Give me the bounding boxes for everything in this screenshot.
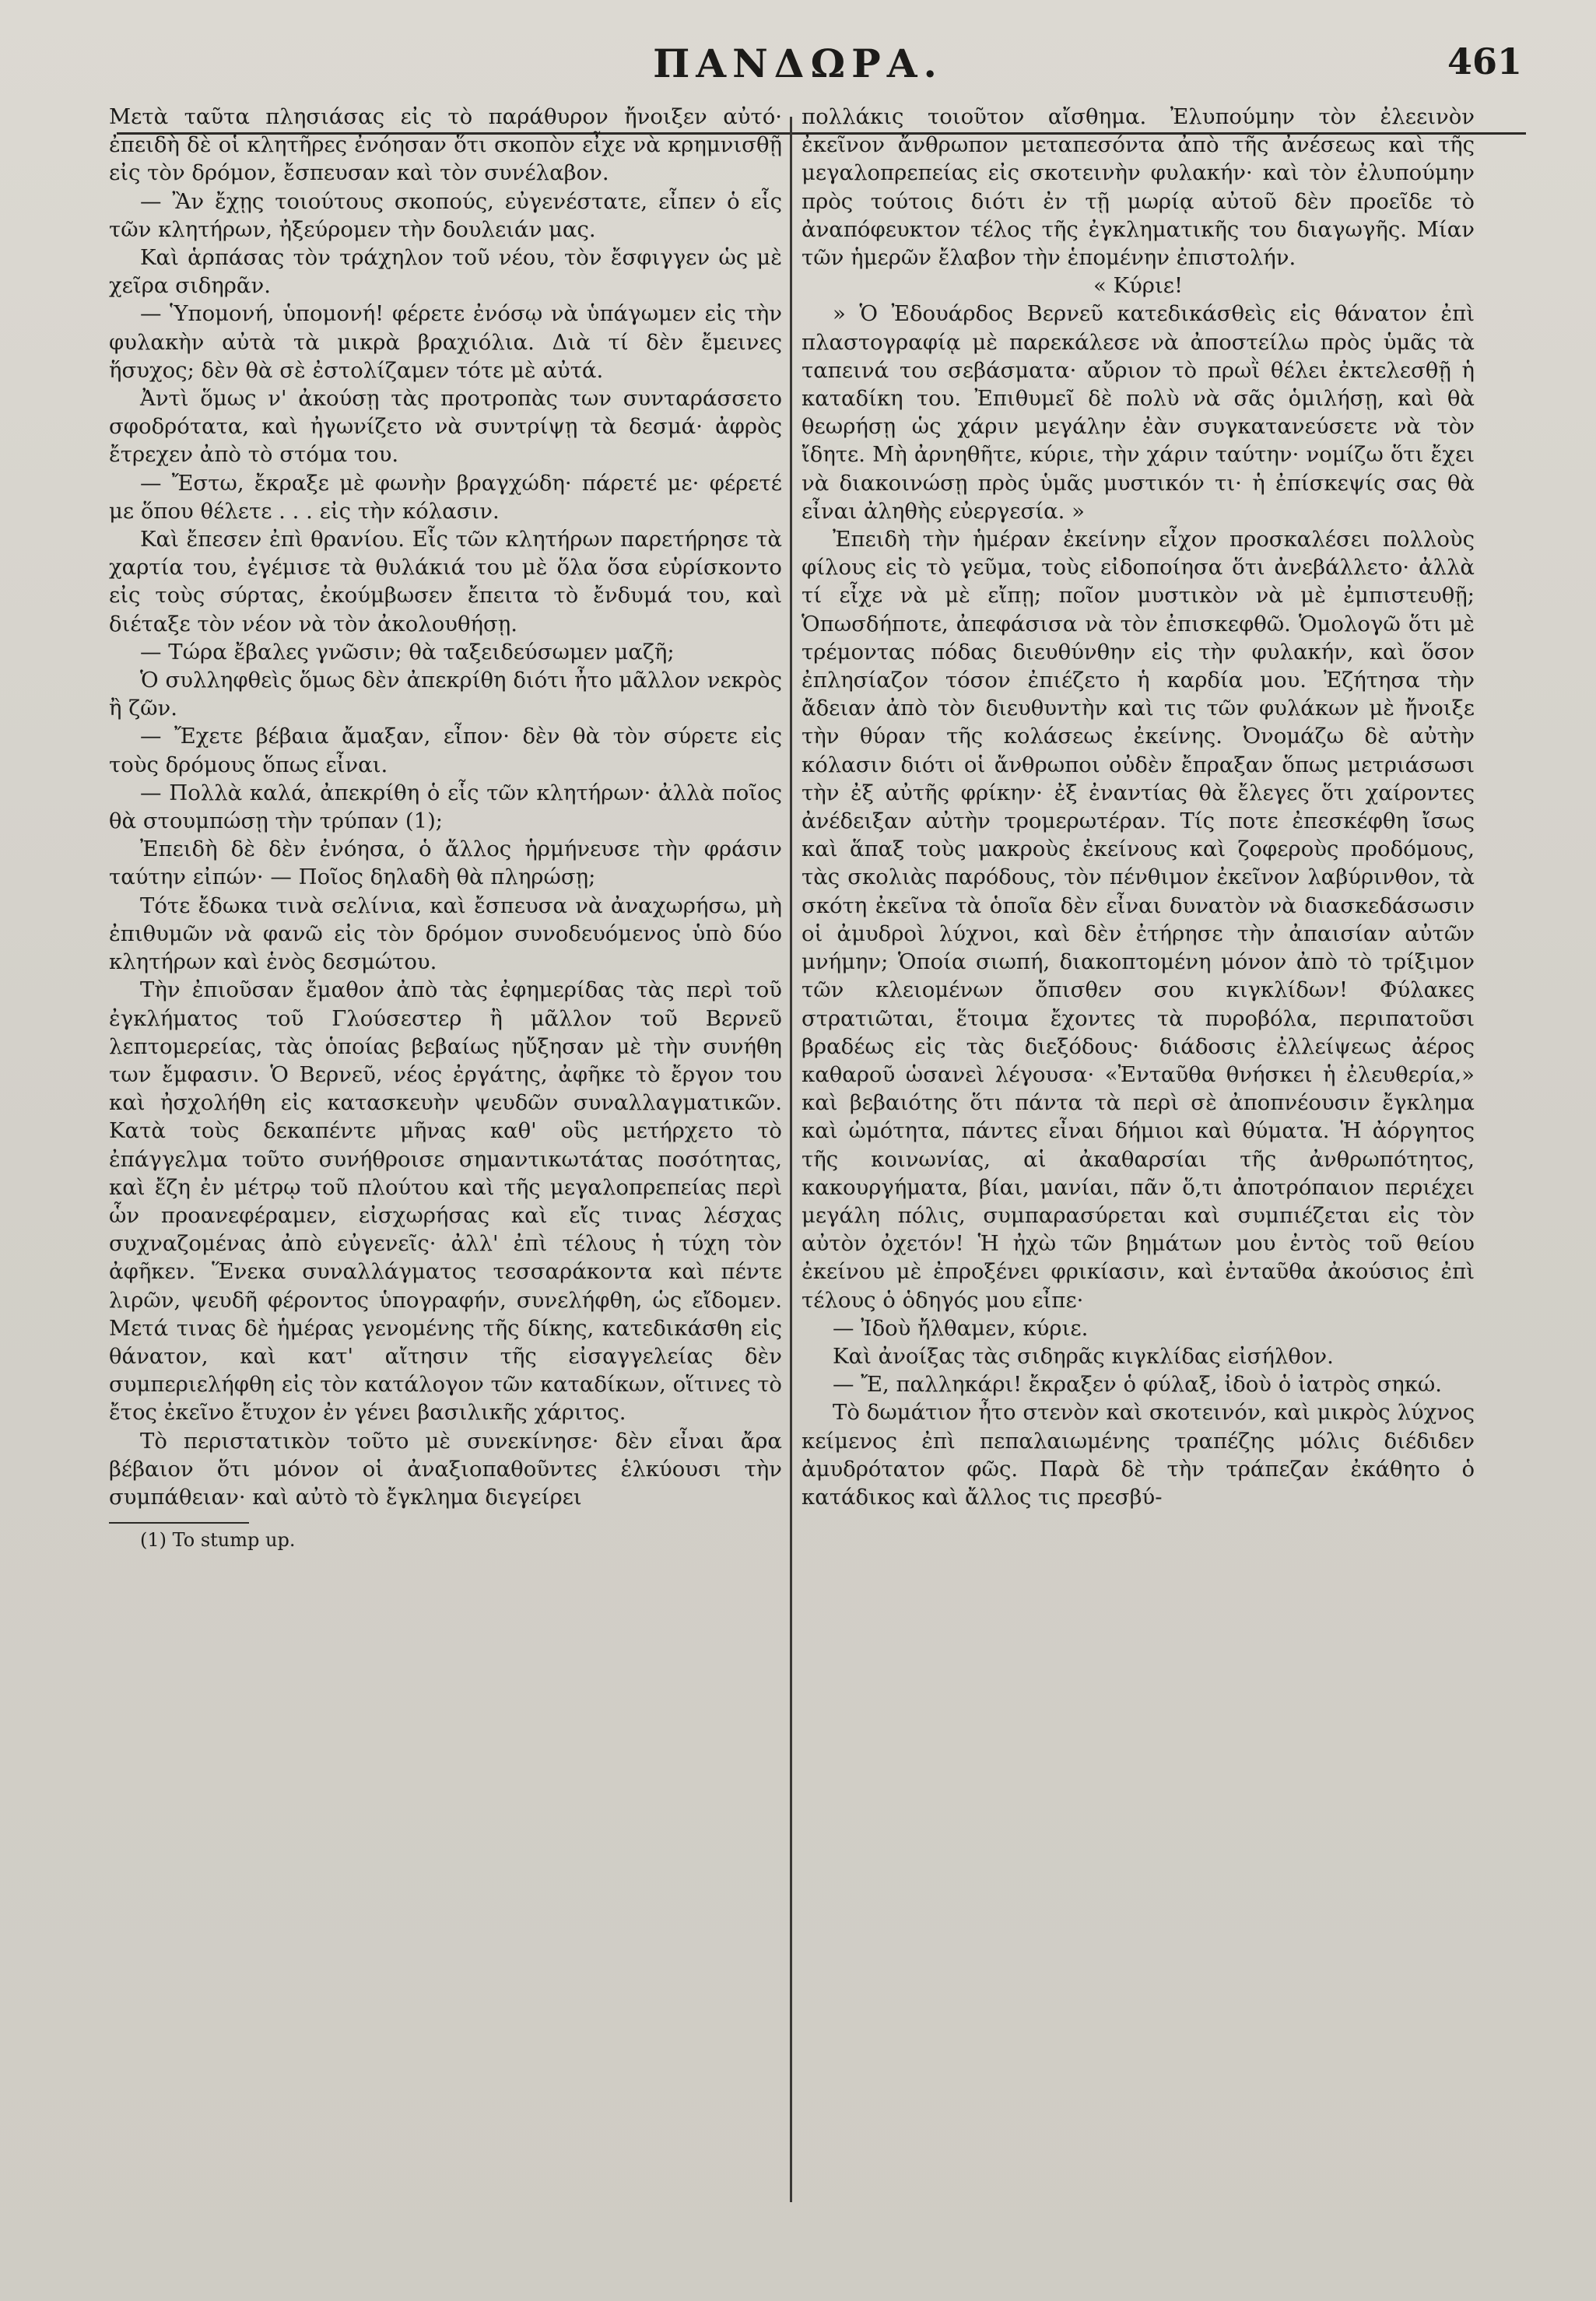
paragraph: — Ἂν ἔχῃς τοιούτους σκοπούς, εὐγενέστατε, εἶπεν ὁ εἷς τῶν κλητήρων, ἠξεύρομεν τὴν δουλειάν μας. [109, 188, 782, 242]
paragraph: — Ἔ, παλληκάρι! ἔκραξεν ὁ φύλαξ, ἰδοὺ ὁ ἰατρὸς σηκώ. [833, 1372, 1443, 1398]
paragraph: — Ἰδοὺ ἤλθαμεν, κύριε. [833, 1315, 1089, 1341]
paragraph: Τὴν ἐπιοῦσαν ἔμαθον ἀπὸ τὰς ἐφημερίδας τὰς περὶ τοῦ ἐγκλήματος τοῦ Γλούσεστερ ἢ μᾶλλον τοῦ Βερνεῦ λεπτομερείας, τὰς ὁποίας βεβαίως ηὔξησαν μὲ τὴν συνήθη των ἔμφασιν. Ὁ Βερνεῦ, νέος ἐργάτης, ἀφῆκε τὸ ἔργον του καὶ ἠσχολήθη εἰς κατασκευὴν ψευδῶν συναλλαγματικῶν. Κατὰ τοὺς δεκαπέντε μῆνας καθ' οὓς μετήρχετο τὸ ἐπάγγελμα τοῦτο συνήθροισε σημαντικωτάτας ποσότητας, καὶ ἔζη ἐν μέτρῳ τοῦ πλούτου καὶ τῆς μεγαλοπρεπείας περὶ ὧν προανεφέραμεν, εἰσχωρήσας καὶ εἴς τινας λέσχας συχναζομένας ἀπὸ εὐγενεῖς· ἀλλ' ἐπὶ τέλους ἡ τύχη τὸν ἀφῆκεν. Ἕνεκα συναλλάγματος τεσσαράκοντα καὶ πέντε λιρῶν, ψευδῆ φέροντος ὑπογραφήν, συνελήφθη, ὡς εἴδομεν. Μετά τινας δὲ ἡμέρας γενομένης τῆς δίκης, κατεδικάσθη εἰς θάνατον, καὶ κατ' αἴτησιν τῆς εἰσαγγελείας δὲν συμπεριελήφθη εἰς τὸν κατάλογον τῶν καταδίκων, οἵτινες τὸ ἔτος ἐκεῖνο ἔτυχον ἐν γένει βασιλικῆς χάριτος. [109, 977, 782, 1426]
column-divider [790, 117, 792, 2202]
paragraph: Ὁ συλληφθεὶς ὅμως δὲν ἀπεκρίθη διότι ἦτο μᾶλλον νεκρὸς ἢ ζῶν. [109, 668, 782, 721]
letter-salutation: « Κύριε! [1093, 273, 1184, 299]
right-column [802, 103, 1475, 2250]
paragraph: — Τώρα ἔβαλες γνῶσιν; θὰ ταξειδεύσωμεν μαζῆ; [140, 639, 675, 665]
paragraph: — Πολλὰ καλά, ἀπεκρίθη ὁ εἷς τῶν κλητήρων· ἀλλὰ ποῖος θὰ στουμπώσῃ τὴν τρύπαν (1); [109, 780, 782, 834]
page-number: 461 [1447, 40, 1522, 82]
paragraph: Τὸ περιστατικὸν τοῦτο μὲ συνεκίνησε· δὲν εἶναι ἄρα βέβαιον ὅτι μόνον οἱ ἀναξιοπαθοῦντες ἑλκύουσι τὴν συμπάθειαν· καὶ αὐτὸ τὸ ἔγκλημα διεγείρει [109, 1428, 782, 1510]
footnote-rule [109, 1522, 249, 1524]
paragraph: Τότε ἔδωκα τινὰ σελίνια, καὶ ἔσπευσα νὰ ἀναχωρήσω, μὴ ἐπιθυμῶν νὰ φανῶ εἰς τὸν δρόμον συνοδευόμενος ὑπὸ δύο κλητήρων καὶ ἑνὸς δεσμώτου. [109, 893, 782, 975]
paragraph: Ἐπειδὴ δὲ δὲν ἐνόησα, ὁ ἄλλος ἡρμήνευσε τὴν φράσιν ταύτην εἰπών· — Ποῖος δηλαδὴ θὰ πληρώσῃ; [109, 837, 782, 890]
paragraph: — Ἔχετε βέβαια ἄμαξαν, εἶπον· δὲν θὰ τὸν σύρετε εἰς τοὺς δρόμους ὅπως εἶναι. [109, 724, 782, 777]
paragraph: — Ὑπομονή, ὑπομονή! φέρετε ἐνόσῳ νὰ ὑπάγωμεν εἰς τὴν φυλακὴν αὐτὰ τὰ μικρὰ βραχιόλια. Διὰ τί δὲν ἔμεινες ἥσυχος; δὲν θὰ σὲ ἐστολίζαμεν τότε μὲ αὐτά. [109, 301, 782, 383]
paragraph: Τὸ δωμάτιον ἦτο στενὸν καὶ σκοτεινόν, καὶ μικρὸς λύχνος κείμενος ἐπὶ πεπαλαιωμένης τραπέζης μόλις διέδιδεν ἀμυδρότατον φῶς. Παρὰ δὲ τὴν τράπεζαν ἐκάθητο ὁ κατάδικος καὶ ἄλλος τις πρεσβύ- [802, 1400, 1475, 1510]
left-column [109, 103, 782, 2235]
masthead-title: ΠΑΝΔΩΡΑ. [653, 40, 943, 86]
paragraph: Καὶ ἔπεσεν ἐπὶ θρανίου. Εἷς τῶν κλητήρων παρετήρησε τὰ χαρτία του, ἐγέμισε τὰ θυλάκιά του μὲ ὅλα ὅσα εὑρίσκοντο εἰς τοὺς σύρτας, ἐκούμβωσεν ἔπειτα τὸ ἔνδυμά του, καὶ διέταξε τὸν νέον νὰ τὸν ἀκολουθήσῃ. [109, 527, 782, 637]
paragraph: — Ἔστω, ἔκραξε μὲ φωνὴν βραγχώδη· πάρετέ με· φέρετέ με ὅπου θέλετε . . . εἰς τὴν κόλασιν. [109, 470, 782, 524]
letter-body: » Ὁ Ἐδουάρδος Βερνεῦ κατεδικάσθεὶς εἰς θάνατον ἐπὶ πλαστογραφίᾳ μὲ παρεκάλεσε νὰ ἀποστείλω πρὸς ὑμᾶς τὰ ταπεινά του σεβάσματα· αὔριον τὸ πρωῒ θέλει ἐκτελεσθῇ ἡ καταδίκη του. Ἐπιθυμεῖ δὲ πολὺ νὰ σᾶς ὁμιλήσῃ, καὶ θὰ θεωρήσῃ ὡς χάριν μεγάλην ἐὰν συγκατανεύσετε νὰ τὸν ἴδητε. Μὴ ἀρνηθῆτε, κύριε, τὴν χάριν ταύτην· νομίζω ὅτι ἔχει νὰ διακοινώσῃ πρὸς ὑμᾶς μυστικόν τι· ἡ ἐπίσκεψίς σας θὰ εἶναι ἀληθὴς εὐεργεσία. » [802, 301, 1475, 524]
paragraph: Μετὰ ταῦτα πλησιάσας εἰς τὸ παράθυρον ἤνοιξεν αὐτό· ἐπειδὴ δὲ οἱ κλητῆρες ἐνόησαν ὅτι σκοπὸν εἶχε νὰ κρημνισθῇ εἰς τὸν δρόμον, ἔσπευσαν καὶ τὸν συνέλαβον. [109, 104, 782, 186]
paragraph: Καὶ ἀνοίξας τὰς σιδηρᾶς κιγκλίδας εἰσήλθον. [833, 1343, 1334, 1369]
paragraph: Ἀντὶ ὅμως ν' ἀκούσῃ τὰς προτροπὰς των συνταράσσετο σφοδρότατα, καὶ ἠγωνίζετο νὰ συντρίψῃ τὰ δεσμά· ἀφρὸς ἔτρεχεν ἀπὸ τὸ στόμα του. [109, 386, 782, 468]
page-header [0, 40, 1596, 110]
paragraph: Ἐπειδὴ τὴν ἡμέραν ἐκείνην εἶχον προσκαλέσει πολλοὺς φίλους εἰς τὸ γεῦμα, τοὺς εἰδοποίησα ὅτι ἀνεβάλλετο· ἀλλὰ τί εἶχε νὰ μὲ εἴπῃ; ποῖον μυστικὸν νὰ μὲ ἐμπιστευθῇ; Ὁπωσδήποτε, ἀπεφάσισα νὰ τὸν ἐπισκεφθῶ. Ὁμολογῶ ὅτι μὲ τρέμοντας πόδας διευθύνθην εἰς τὴν φυλακήν, καὶ ὅσον ἐπλησίαζον τόσον ἐπιέζετο ἡ καρδία μου. Ἐζήτησα τὴν ἄδειαν ἀπὸ τὸν διευθυντὴν καὶ τις τῶν φυλάκων μὲ ἤνοιξε τὴν θύραν τῆς κολάσεως ἐκείνης. Ὀνομάζω δὲ αὐτὴν κόλασιν διότι οἱ ἄνθρωποι οὐδὲν ἔπραξαν ὅπως μετριάσωσι τὴν ἐξ αὐτῆς φρίκην· ἐξ ἐναντίας θὰ ἔλεγες ὅτι χαίροντες ἀνέδειξαν αὐτὴν τρομερωτέραν. Τίς ποτε ἐπεσκέφθη ἴσως καὶ ἅπαξ τοὺς μακροὺς ἐκείνους καὶ ζοφεροὺς προδόμους, τὰς σκολιὰς παρόδους, τὸν πένθιμον ἐκεῖνον λαβύρινθον, τὰ σκότη ἐκεῖνα τὰ ὁποῖα δὲν εἶναι δυνατὸν νὰ διασκεδάσωσιν οἱ ἀμυδροὶ λύχνοι, καὶ δὲν ἐτήρησε τὴν ἀπαισίαν αὐτῶν μνήμην; Ὁποία σιωπή, διακοπτομένη μόνον ἀπὸ τὸ τρίξιμον τῶν κλειομένων ὄπισθεν σου κιγκλίδων! Φύλακες στρατιῶται, ἕτοιμα ἔχοντες τὰ πυροβόλα, περιπατοῦσι βραδέως εἰς τὰς διεξόδους· διάδοσις ἐλλείψεως ἀέρος καθαροῦ ὡσανεὶ λέγουσα· «Ἐνταῦθα θνήσκει ἡ ἐλευθερία,» καὶ βεβαιότης ὅτι πάντα τὰ περὶ σὲ ἀποπνέουσιν ἔγκλημα καὶ ὠμότητα, πάντες εἶναι δήμιοι καὶ θύματα. Ἡ ἀόργητος τῆς κοινωνίας, αἱ ἀκαθαρσίαι τῆς ἀνθρωπότητος, κακουργήματα, βίαι, μανίαι, πᾶν ὅ,τι ἀποτρόπαιον περιέχει μεγάλη πόλις, συμπαρασύρεται καὶ συμπιέζεται εἰς τὸν αὐτὸν ὀχετόν! Ἡ ἠχὼ τῶν βημάτων μου ἐντὸς τοῦ θείου ἐκείνου μὲ ἐπροξένει φρικίασιν, καὶ ἐνταῦθα ἀκούσιος ἐπὶ τέλους ὁ ὁδηγός μου εἶπε· [802, 527, 1475, 1313]
paragraph: Καὶ ἁρπάσας τὸν τράχηλον τοῦ νέου, τὸν ἔσφιγγεν ὡς μὲ χεῖρα σιδηρᾶν. [109, 245, 782, 299]
footnote: (1) To stump up. [140, 1529, 296, 1552]
paragraph: πολλάκις τοιοῦτον αἴσθημα. Ἐλυπούμην τὸν ἐλεεινὸν ἐκεῖνον ἄνθρωπον μεταπεσόντα ἀπὸ τῆς ἀνέσεως καὶ τῆς μεγαλοπρεπείας εἰς σκοτεινὴν φυλακήν· καὶ τὸν ἐλυπούμην πρὸς τούτοις διότι ἐν τῇ μωρίᾳ αὐτοῦ δὲν προεῖδε τὸ ἀναπόφευκτον τέλος τῆς ἐγκληματικῆς του διαγωγῆς. Μίαν τῶν ἡμερῶν ἔλαβον τὴν ἑπομένην ἐπιστολήν. [802, 104, 1475, 271]
